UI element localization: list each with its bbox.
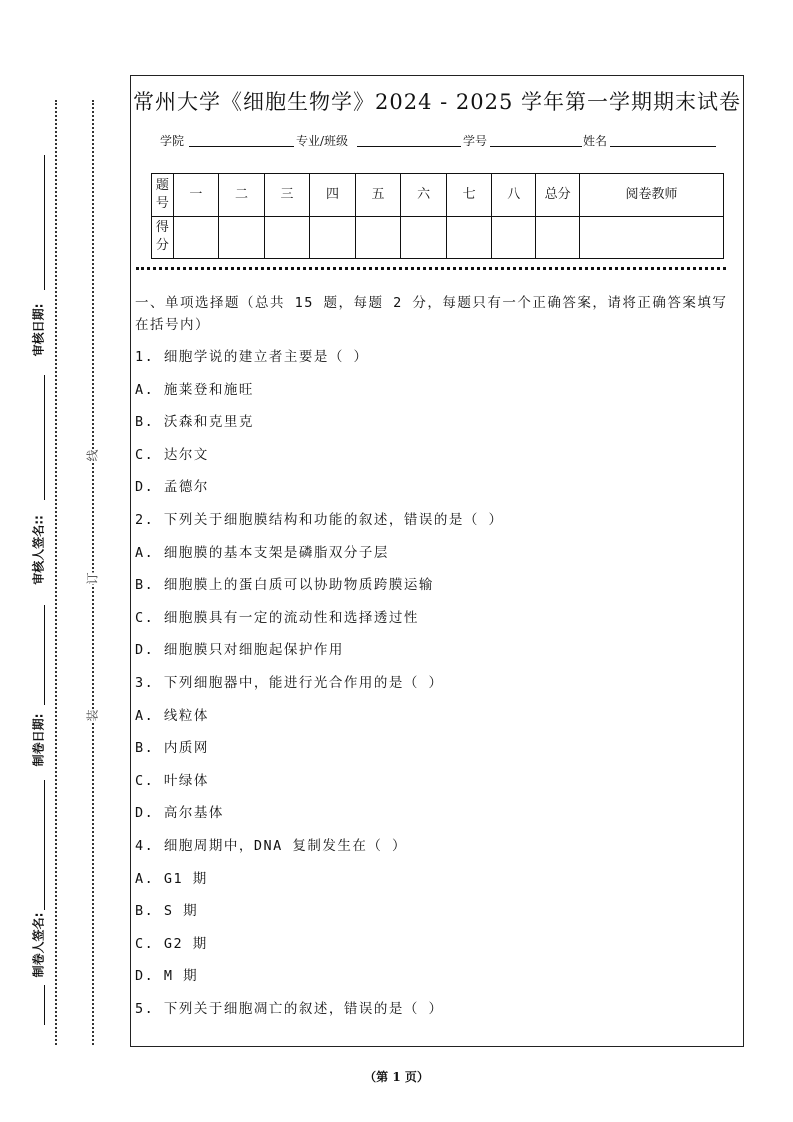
score-cell[interactable] xyxy=(446,216,492,259)
seal-dotted-line xyxy=(136,267,726,270)
row-label-score xyxy=(152,216,174,259)
answer-option: A. 线粒体 xyxy=(135,707,209,724)
answer-option: D. M 期 xyxy=(135,968,199,985)
score-cell[interactable] xyxy=(492,216,536,259)
student-id-field[interactable] xyxy=(490,146,582,147)
preparer-signature-label: 制卷人签名: xyxy=(31,912,46,978)
margin-line xyxy=(44,605,45,705)
name-label: 姓名 xyxy=(583,134,608,148)
column-header: 二 xyxy=(219,174,265,217)
binding-mark-staple: 装 xyxy=(85,709,100,722)
row1-label: 题号 xyxy=(155,177,169,211)
answer-option: D. 细胞膜只对细胞起保护作用 xyxy=(135,642,344,659)
question-text: 3. 下列细胞器中，能进行光合作用的是（ ） xyxy=(135,675,444,691)
score-cell[interactable] xyxy=(173,216,219,259)
score-table xyxy=(151,173,724,259)
exam-title: 常州大学《细胞生物学》2024 - 2025 学年第一学期期末试卷 xyxy=(132,90,741,114)
column-header: 七 xyxy=(446,174,492,217)
margin-line xyxy=(44,375,45,500)
binding-mark-bind: 订 xyxy=(85,572,100,585)
answer-option: A. 细胞膜的基本支架是磷脂双分子层 xyxy=(135,544,389,561)
prepare-date-label: 制卷日期: xyxy=(31,713,46,767)
answer-option: C. 细胞膜具有一定的流动性和选择透过性 xyxy=(135,609,419,626)
answer-option: B. 细胞膜上的蛋白质可以协助物质跨膜运输 xyxy=(135,577,434,594)
margin-line xyxy=(44,985,45,1025)
question-text: 1. 细胞学说的建立者主要是（ ） xyxy=(135,349,369,365)
column-header: 八 xyxy=(492,174,536,217)
score-cell[interactable] xyxy=(355,216,401,259)
answer-option: B. S 期 xyxy=(135,903,199,920)
answer-option: D. 孟德尔 xyxy=(135,479,209,496)
margin-line xyxy=(44,155,45,290)
reviewer-signature-label: 审核人签名:: xyxy=(31,515,46,585)
question-text: 5. 下列关于细胞凋亡的叙述，错误的是（ ） xyxy=(135,1001,444,1017)
answer-option: D. 高尔基体 xyxy=(135,805,224,822)
score-table-score-row xyxy=(152,216,724,259)
answer-option: B. 沃森和克里克 xyxy=(135,414,254,431)
column-header: 一 xyxy=(173,174,219,217)
score-cell[interactable] xyxy=(401,216,447,259)
major-field[interactable] xyxy=(357,146,461,147)
page-number: （第 1 页） xyxy=(364,1070,429,1084)
answer-option: A. 施莱登和施旺 xyxy=(135,381,254,398)
column-header: 五 xyxy=(355,174,401,217)
column-header: 阅卷教师 xyxy=(580,174,724,217)
student-id-label: 学号 xyxy=(463,134,488,148)
binding-mark-line: 线 xyxy=(85,449,100,462)
answer-option: C. G2 期 xyxy=(135,935,208,952)
row-label-question xyxy=(152,174,174,217)
answer-option: B. 内质网 xyxy=(135,740,209,757)
section-heading: 一、单项选择题（总共 15 题，每题 2 分，每题只有一个正确答案，请将正确答案填写在括号内） xyxy=(135,295,728,333)
column-header: 四 xyxy=(310,174,356,217)
column-header: 三 xyxy=(264,174,310,217)
score-cell[interactable] xyxy=(536,216,580,259)
answer-option: C. 叶绿体 xyxy=(135,772,209,789)
answer-option: A. G1 期 xyxy=(135,870,208,887)
college-field[interactable] xyxy=(189,146,294,147)
name-field[interactable] xyxy=(610,146,716,147)
score-cell[interactable] xyxy=(264,216,310,259)
margin-cut-line-outer xyxy=(55,100,57,1045)
column-header: 总分 xyxy=(536,174,580,217)
row2-label: 得分 xyxy=(155,220,169,254)
column-header: 六 xyxy=(401,174,447,217)
score-cell[interactable] xyxy=(219,216,265,259)
margin-line xyxy=(44,780,45,910)
answer-option: C. 达尔文 xyxy=(135,446,209,463)
score-table-header-row xyxy=(152,174,724,217)
question-text: 2. 下列关于细胞膜结构和功能的叙述，错误的是（ ） xyxy=(135,512,504,528)
score-cell[interactable] xyxy=(580,216,724,259)
review-date-label: 审核日期: xyxy=(31,303,46,357)
college-label: 学院 xyxy=(160,134,185,148)
question-text: 4. 细胞周期中，DNA 复制发生在（ ） xyxy=(135,838,408,854)
score-cell[interactable] xyxy=(310,216,356,259)
major-label: 专业/班级 xyxy=(296,134,349,148)
